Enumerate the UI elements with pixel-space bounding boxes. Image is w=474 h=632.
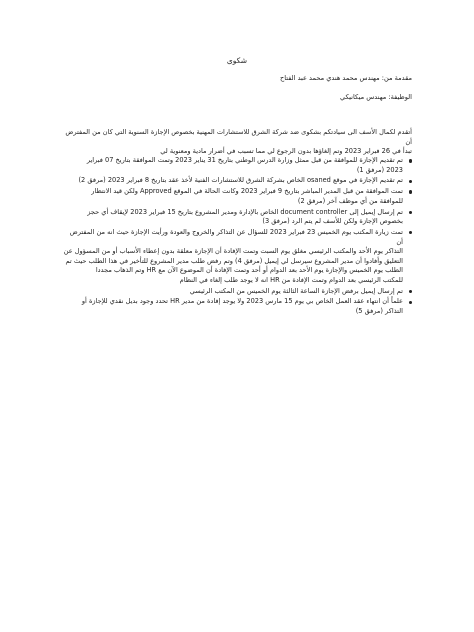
list-item-line: تم تقديم الإجازة في موقع osaned الخاص بشركة الشرق للاستشارات الفنية لأخذ عقد بتاريخ 8 فبراير 2023 (مرفق 2) <box>78 176 403 185</box>
list-item-line: للموافقة من أي موظف آخر (مرفق 2) <box>297 196 403 205</box>
list-item <box>62 156 412 175</box>
list-item-line: التذاكر يوم الأحد والمكتب الرئيسي مغلق يوم السبت وتمت الإفادة أن الإجازة معلقة بدون إعطاء الأسباب أو من المسؤول عن <box>63 247 403 256</box>
bullet-icon <box>409 180 412 183</box>
intro-line: تبدأ في 26 فبراير 2023 وتم إلغاؤها بدون الرجوع لي مما تسبب في أضرار مادية ومعنوية لي <box>160 147 412 156</box>
list-item <box>62 176 412 186</box>
list-item-line: تم تقديم الإجازة للموافقة من قبل ممثل وزارة الدرس الوطني بتاريخ 31 يناير 2023 وتمت الموافقة بتاريخ 07 فبراير <box>86 156 403 164</box>
bullet-icon <box>409 290 412 293</box>
bullet-icon <box>409 159 412 162</box>
list-item-line: بخصوص الإجازة ولكن للأسف لم يتم الرد (مرفق 3) <box>262 217 403 226</box>
list-item-line: للمكتب الرئيسي بعد الدوام وتمت الإفادة من HR انه لا يوجد طلب إلغاء في النظام <box>179 275 403 284</box>
list-item <box>62 228 412 286</box>
bullet-icon <box>409 190 412 193</box>
list-item-line: التعليق وأفادوا أن مدير المشروع سيرسل لي إيميل (مرفق 4) وتم رفض طلب مدير المشروع للتأخير في هذا الطلب حيث تم <box>65 256 403 265</box>
list-item <box>62 208 412 227</box>
complaint-points-list <box>62 156 412 318</box>
list-item-line: تمت زيارة المكتب يوم الخميس 23 فبراير 2023 للسؤال عن التذاكر والخروج والعودة ورأيت الإجازة حيث انه من المفترض أن <box>69 227 403 246</box>
from-line: مقدمة من: مهندس محمد هندي محمد عبد الفتاح <box>280 74 412 82</box>
bullet-icon <box>409 211 412 214</box>
list-item-line: علماً أن انتهاء عقد العمل الخاص بي يوم 15 مارس 2023 ولا يوجد إفادة من مدير HR تحدد وجود بديل نقدي للإجازة أو <box>81 297 403 306</box>
list-item <box>62 297 412 316</box>
list-item-line: تم إرسال إيميل برفض الإجازة الساعة الثالثة يوم الخميس من المكتب الرئيسي <box>189 286 403 295</box>
intro-line: أتقدم لكمال الأسف الى سيادتكم بشكوى ضد شركة الشرق للاستشارات المهنية بخصوص الإجازة السنوية التي كان من المفترض أن <box>65 128 412 146</box>
list-item <box>62 187 412 206</box>
list-item-line: الطلب يوم الخميس والإجازة يوم الأحد بعد الدوام أو أحد وتمت الإفادة أن الموضوع الآن مع HR وتم الذهاب مجددا <box>95 266 403 275</box>
list-item-line: تم إرسال إيميل إلى document controller الخاص بالإدارة ومدير المشروع بتاريخ 15 فبراير 2023 لإيقاف أي حجز <box>87 207 403 216</box>
document-title: شكوى <box>226 56 248 65</box>
bullet-icon <box>409 231 412 234</box>
list-item-line: التذاكر (مرفق 5) <box>355 307 403 316</box>
bullet-icon <box>409 301 412 304</box>
list-item <box>62 287 412 297</box>
list-item-line: 2023 (مرفق 1) <box>356 165 403 174</box>
list-item-line: تمت الموافقة من قبل المدير المباشر بتاريخ 9 فبراير 2023 وكانت الحالة في الموقع Approved ولكن قيد الانتظار <box>91 187 403 196</box>
intro-paragraph <box>62 128 412 157</box>
job-line: الوظيفة: مهندس ميكانيكي <box>340 93 412 101</box>
